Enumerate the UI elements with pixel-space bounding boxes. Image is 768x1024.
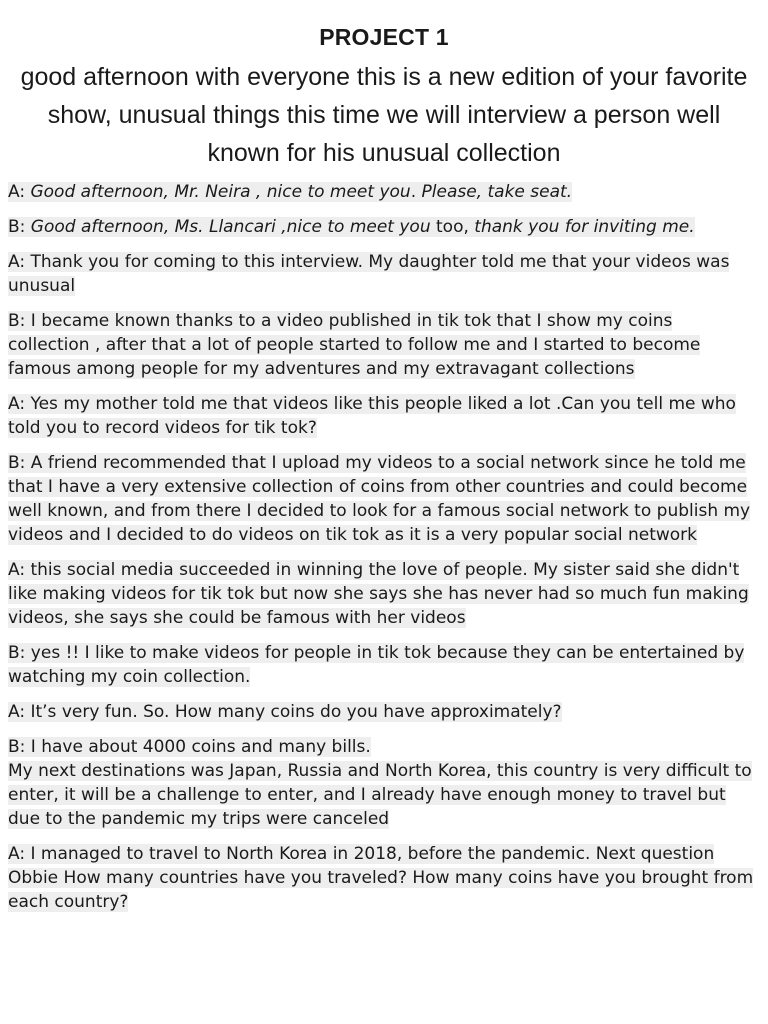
dialogue-turn	[8, 250, 756, 298]
intro-paragraph: good afternoon with everyone this is a new edition of your favorite show, unusual things this time we will interview a person well known for his unusual collection	[20, 63, 748, 167]
turn-text: A friend recommended that I upload my videos to a social network since he told me that I have a very extensive collection of coins from other countries and could become well known, and from there I decided to look for a famous social network to publish my videos and I decided to do videos on tik tok as it is a very popular social network	[8, 453, 751, 545]
document-title: PROJECT 1	[319, 24, 449, 50]
dialogue-turn	[8, 735, 756, 831]
turn-text: yes !! I like to make videos for people in tik tok because they can be entertained by watching my coin collection.	[8, 643, 745, 687]
speaker-label: A:	[8, 560, 31, 580]
turn-text: It’s very fun. So. How many coins do you have approximately?	[30, 702, 562, 722]
turn-continuation: My next destinations was Japan, Russia and North Korea, this country is very difficult to enter, it will be a challenge to enter, and I already have enough money to travel but due to the pandemic my trips were canceled	[8, 761, 752, 829]
dialogue-turn	[8, 451, 756, 547]
dialogue-turn	[8, 641, 756, 689]
dialogue-turn	[8, 842, 756, 914]
dialogue-turn	[8, 700, 756, 724]
speaker-label: A:	[8, 844, 31, 864]
turn-text: .	[410, 182, 422, 202]
speaker-label: B:	[8, 737, 31, 757]
speaker-label: B:	[8, 311, 31, 331]
turn-text: this social media succeeded in winning the love of people. My sister said she didn't like making videos for tik tok but now she says she has never had so much fun making videos, she says she could be famous with her videos	[8, 560, 749, 628]
dialogue-turn	[8, 215, 756, 239]
turn-text-italic: thank you for inviting me.	[474, 217, 695, 237]
turn-text-italic: Good afternoon, Ms. Llancari ,nice to meet you	[30, 217, 431, 237]
turn-text: Thank you for coming to this interview. My daughter told me that your videos was unusual	[8, 252, 730, 296]
turn-text-italic: Good afternoon, Mr. Neira , nice to meet you	[30, 182, 411, 202]
speaker-label: A:	[8, 394, 31, 414]
speaker-label: A:	[8, 252, 31, 272]
dialogue-turn	[8, 392, 756, 440]
dialogue-turn	[8, 309, 756, 381]
speaker-label: B:	[8, 217, 31, 237]
turn-text: I managed to travel to North Korea in 2018, before the pandemic. Next question Obbie How many countries have you traveled? How many coins have you brought from each country?	[8, 844, 754, 912]
dialogue-turn	[8, 180, 756, 204]
turn-text: Yes my mother told me that videos like this people liked a lot .Can you tell me who told you to record videos for tik tok?	[8, 394, 736, 438]
turn-text: I have about 4000 coins and many bills.	[30, 737, 371, 757]
turn-text: I became known thanks to a video published in tik tok that I show my coins collection , after that a lot of people started to follow me and I started to become famous among people for my adventures and my extravagant collections	[8, 311, 701, 379]
turn-text: too,	[430, 217, 475, 237]
turn-text-italic: Please, take seat.	[421, 182, 573, 202]
speaker-label: A:	[8, 702, 31, 722]
interview-dialogue	[0, 180, 768, 914]
speaker-label: B:	[8, 643, 31, 663]
speaker-label: A:	[8, 182, 31, 202]
dialogue-turn	[8, 558, 756, 630]
speaker-label: B:	[8, 453, 31, 473]
